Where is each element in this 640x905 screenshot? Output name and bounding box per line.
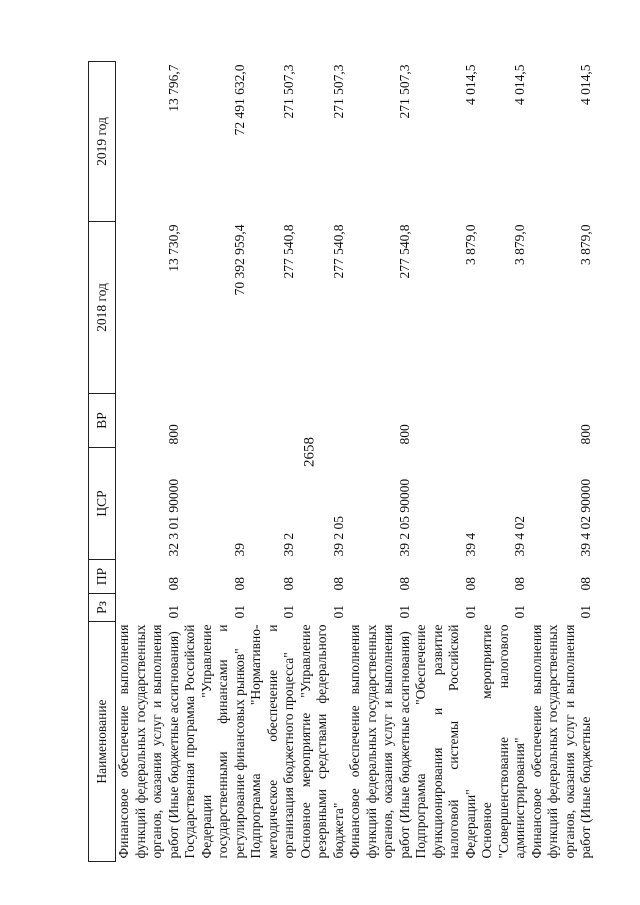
row-vr [298,394,348,448]
row-vr [413,394,479,448]
row-2018: 277 540,8 [396,224,412,279]
header-name: Наименование [89,622,116,862]
row-2018: 13 730,9 [165,224,181,272]
row-vr: 800 [165,424,181,445]
row-vr: 800 [396,424,412,445]
row-rz: 01 [231,605,247,619]
row-2018: 70 392 959,4 [231,224,247,296]
row-csr: 39 [231,543,247,557]
row-2019: 4 014,5 [512,64,527,105]
row-rz: 01 [512,605,527,619]
row-2019: 271 507,3 [281,64,296,119]
row-pr: 08 [396,577,412,591]
row-csr: 32 3 01 90000 [165,478,181,557]
row-name: Основное мероприятие "Совершенствование налогового администрирования" [479,624,527,859]
table-row [479,62,529,862]
table-row [347,62,413,862]
row-name: Финансовое обеспечение выполнения функций федеральных государственных органов, оказания услуг и выполнения работ (Иные бюджетные ассигнования) [116,624,181,859]
table-body [116,62,595,862]
row-pr: 08 [330,577,346,591]
table-row [248,62,298,862]
header-pr: ПР [89,560,116,594]
table-header [89,62,116,862]
row-name: Подпрограмма "Нормативно-методическое обеспечение и организация бюджетного процесса" [248,624,296,859]
row-name: Основное мероприятие "Управление резервными средствами федерального бюджета" [297,624,346,859]
row-pr: 08 [578,577,593,591]
row-2018: 3 879,0 [512,224,527,265]
header-rz: Рз [89,594,116,622]
row-pr: 08 [462,577,478,591]
table-row [529,62,595,862]
row-vr [479,394,529,448]
row-csr: 39 4 02 [512,516,527,557]
row-2018: 277 540,8 [330,224,346,279]
row-vr: 800 [578,424,593,445]
row-csr: 39 2 [281,532,296,557]
row-name: Финансовое обеспечение выполнения функций федеральных государственных органов, оказания услуг и выполнения работ (Иные бюджетные ассигнования) [347,624,412,859]
row-csr: 39 4 02 90000 [578,478,593,557]
row-rz: 01 [165,605,181,619]
header-2018: 2018 год [89,222,116,394]
row-rz: 01 [396,605,412,619]
row-rz: 01 [578,605,593,619]
header-csr: ЦСР [89,448,116,560]
table-row [116,62,183,862]
row-pr: 08 [231,577,247,591]
row-2018: 3 879,0 [578,224,593,265]
row-2018: 3 879,0 [462,224,478,265]
table-row [413,62,479,862]
header-row [89,62,116,862]
row-vr [182,394,248,448]
row-csr: 39 2 05 90000 [396,478,412,557]
header-2019: 2019 год [89,62,116,222]
row-vr [248,394,298,448]
row-pr: 08 [281,577,296,591]
row-rz: 01 [281,605,296,619]
page-number: 2658 [301,437,318,467]
row-2019: 271 507,3 [396,64,412,119]
row-pr: 08 [165,577,181,591]
row-2019: 4 014,5 [578,64,593,105]
rotated-page-content [88,62,593,862]
row-rz: 01 [462,605,478,619]
table-row [182,62,248,862]
budget-table [88,61,595,862]
row-name: Финансовое обеспечение выполнения функций федеральных государственных органов, оказания услуг и выполнения работ (Иные бюджетные [528,624,593,859]
table-row [298,62,348,862]
header-vr: ВР [89,394,116,448]
row-csr: 39 4 [462,532,478,557]
row-2019: 13 796,7 [165,64,181,112]
row-name: Подпрограмма "Обеспечение функционирования и развитие налоговой системы Российской Федерации" [413,624,478,859]
row-2019: 4 014,5 [462,64,478,105]
row-2019: 271 507,3 [330,64,346,119]
row-csr: 39 2 05 [330,516,346,557]
row-2018: 277 540,8 [281,224,296,279]
row-name: Государственная программа Российской Федерации "Управление государственными финансами и регулирование финансовых рынков" [182,624,247,859]
row-rz: 01 [330,605,346,619]
row-pr: 08 [512,577,527,591]
row-2019: 72 491 632,0 [231,64,247,136]
